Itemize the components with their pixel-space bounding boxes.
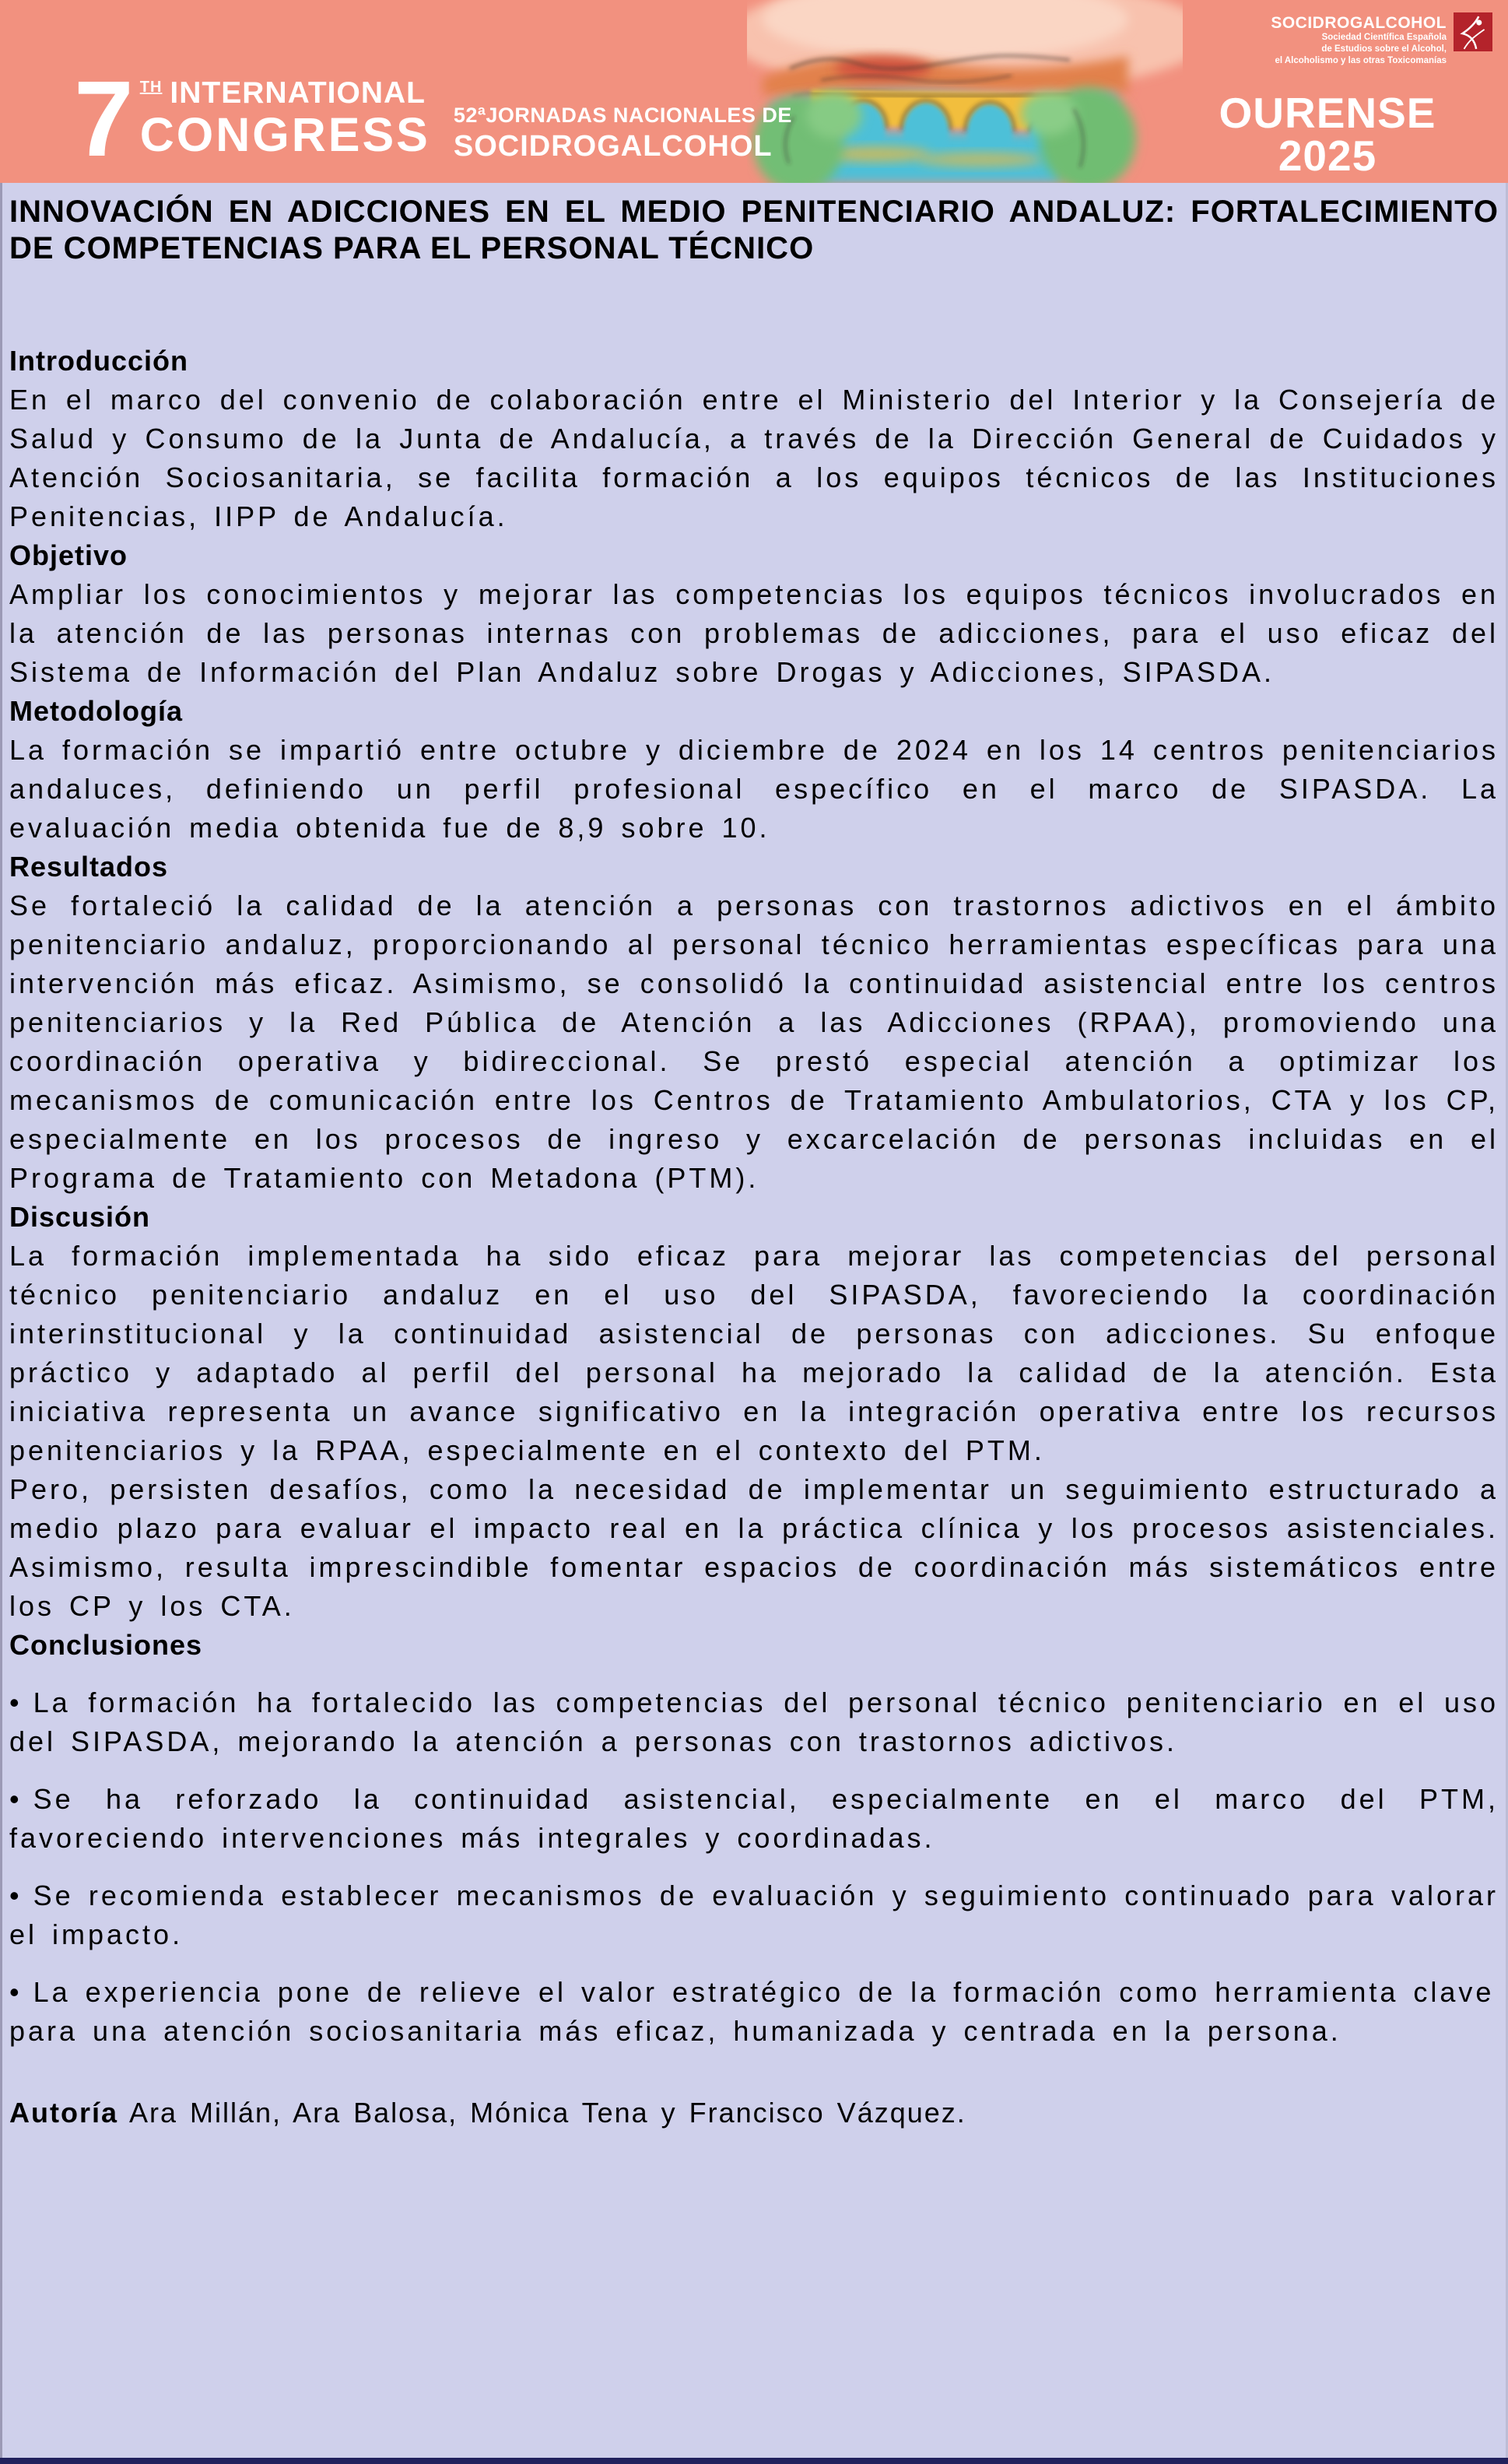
conclusion-text: La formación ha fortalecido las competencias del personal técnico penitenciario en el uso del SIPASDA, mejorando la atención a personas con trastornos adictivos. bbox=[9, 1687, 1499, 1757]
society-subtitle-line1: Sociedad Científica Española bbox=[1321, 33, 1447, 43]
conclusion-bullet bbox=[9, 1973, 1499, 2051]
congress-banner bbox=[0, 0, 1508, 183]
conclusion-bullet bbox=[9, 1683, 1499, 1761]
section-paragraph: Ampliar los conocimientos y mejorar las competencias los equipos técnicos involucrados en la atención de las personas internas con problemas de adicciones, para el uso eficaz del Sistema de Información del Plan Andaluz sobre Drogas y Adicciones, SIPASDA. bbox=[9, 578, 1499, 688]
jornadas-line2: SOCIDROGALCOHOL bbox=[453, 129, 773, 163]
event-block bbox=[1172, 89, 1483, 183]
congress-ordinal: TH bbox=[139, 79, 163, 96]
section-paragraph: La formación implementada ha sido eficaz para mejorar las competencias del personal técnico penitenciario andaluz en el uso del SIPASDA, favoreciendo la coordinación interinstitucional y la continuidad asistencial de personas con adicciones. Su enfoque práctico y adaptado al perfil del personal ha mejorado la calidad de la atención. Esta iniciativa representa un avance significativo en la integración operativa entre los recursos penitenciarios y la RPAA, especialmente en el contexto del PTM. bbox=[9, 1240, 1499, 1466]
conclusion-bullet bbox=[9, 1780, 1499, 1858]
section-heading-objetivo: Objetivo bbox=[9, 539, 128, 571]
section-heading-discusion: Discusión bbox=[9, 1201, 151, 1233]
society-logo bbox=[1271, 12, 1492, 67]
society-name: SOCIDROGALCOHOL bbox=[1271, 14, 1447, 32]
jornadas-wordmark bbox=[454, 104, 792, 163]
authorship-line bbox=[9, 2094, 1499, 2132]
authorship-label: Autoría bbox=[9, 2097, 118, 2129]
congress-line1 bbox=[140, 78, 430, 110]
conclusion-text: La experiencia pone de relieve el valor estratégico de la formación como herramienta clave para una atención sociosanitaria más eficaz, humanizada y centrada en la persona. bbox=[9, 1976, 1495, 2047]
bottom-bar bbox=[0, 2458, 1508, 2464]
section-heading-conclusiones: Conclusiones bbox=[9, 1629, 203, 1661]
socidrogalcohol-logo-icon bbox=[1454, 12, 1492, 51]
event-city-year: OURENSE 2025 bbox=[1219, 89, 1436, 180]
section-heading-metodologia: Metodología bbox=[9, 695, 183, 727]
poster-title: INNOVACIÓN EN ADICCIONES EN EL MEDIO PENITENCIARIO ANDALUZ: FORTALECIMIENTO DE COMPETENCIAS PARA EL PERSONAL TÉCNICO bbox=[9, 195, 1499, 265]
conclusion-text: Se ha reforzado la continuidad asistencial, especialmente en el marco del PTM, favoreciendo intervenciones más integrales y coordinadas. bbox=[9, 1783, 1499, 1854]
section-paragraph: En el marco del convenio de colaboración entre el Ministerio del Interior y la Consejería de Salud y Consumo de la Junta de Andalucía, a través de la Dirección General de Cuidados y Atención Sociosanitaria, se facilita formación a los equipos técnicos de las Instituciones Penitencias, IIPP de Andalucía. bbox=[9, 384, 1499, 532]
conclusion-text: Se recomienda establecer mecanismos de evaluación y seguimiento continuado para valorar el impacto. bbox=[9, 1880, 1499, 1950]
jornadas-line1: 52ªJORNADAS NACIONALES DE bbox=[453, 104, 792, 127]
congress-international-label: INTERNATIONAL bbox=[170, 76, 426, 110]
section-paragraph: La formación se impartió entre octubre y diciembre de 2024 en los 14 centros penitenciarios andaluces, definiendo un perfil profesional específico en el marco de SIPASDA. La evaluación media obtenida fue de 8,9 sobre 10. bbox=[9, 734, 1499, 844]
section-heading-introduccion: Introducción bbox=[9, 345, 188, 377]
section-paragraph: Se fortaleció la calidad de la atención a personas con trastornos adictivos en el ámbito penitenciario andaluz, proporcionando al personal técnico herramientas específicas para una intervención más eficaz. Asimismo, se consolidó la continuidad asistencial entre los centros penitenciarios y la Red Pública de Atención a las Adicciones (RPAA), promoviendo una coordinación operativa y bidireccional. Se prestó especial atención a optimizar los mecanismos de comunicación entre los Centros de Tratamiento Ambulatorios, CTA y los CP, especialmente en los procesos de ingreso y excarcelación de personas incluidas en el Programa de Tratamiento con Metadona (PTM). bbox=[9, 890, 1499, 1194]
section-heading-resultados: Resultados bbox=[9, 851, 169, 883]
bullet-marker: • bbox=[9, 1976, 23, 2008]
congress-line2: CONGRESS bbox=[139, 107, 430, 161]
bullet-marker: • bbox=[9, 1687, 23, 1718]
congress-wordmark bbox=[140, 78, 430, 163]
bullet-marker: • bbox=[9, 1783, 23, 1815]
abstract-body bbox=[0, 183, 1508, 2458]
society-text bbox=[1271, 14, 1447, 67]
ourense-bridge-illustration-icon bbox=[747, 0, 1183, 183]
authorship-names: Ara Millán, Ara Balosa, Mónica Tena y Francisco Vázquez. bbox=[129, 2097, 966, 2129]
congress-number: 7 bbox=[74, 59, 132, 179]
section-paragraph: Pero, persisten desafíos, como la necesidad de implementar un seguimiento estructurado a medio plazo para evaluar el impacto real en la práctica clínica y los procesos asistenciales. Asimismo, resulta imprescindible fomentar espacios de coordinación más sistemáticos entre los CP y los CTA. bbox=[9, 1473, 1499, 1622]
congress-logo bbox=[74, 59, 792, 179]
conclusion-bullet bbox=[9, 1876, 1499, 1954]
society-subtitle-line3: el Alcoholismo y las otras Toxicomanías bbox=[1275, 55, 1447, 65]
society-subtitle-line2: de Estudios sobre el Alcohol, bbox=[1321, 44, 1447, 54]
bullet-marker: • bbox=[9, 1880, 23, 1911]
